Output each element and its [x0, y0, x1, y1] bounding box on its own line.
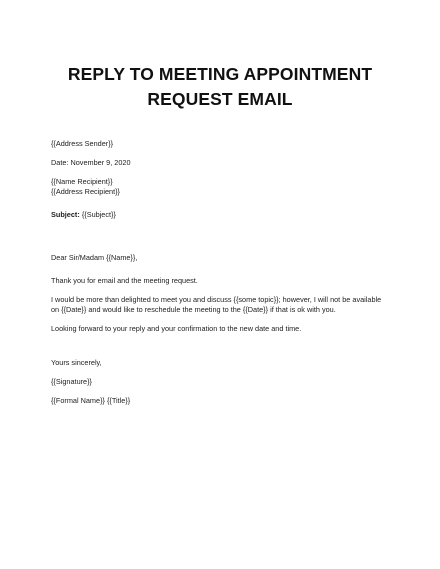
formal-name: {{Formal Name}} {{Title}} [51, 396, 131, 405]
salutation: Dear Sir/Madam {{Name}}, [51, 253, 138, 262]
title-line-2: REQUEST EMAIL [147, 89, 293, 109]
title-line-1: REPLY TO MEETING APPOINTMENT [67, 64, 373, 84]
address-recipient: {{Address Recipient}} [51, 187, 120, 196]
subject-value: {{Subject}} [79, 210, 116, 219]
letter-body [51, 139, 396, 406]
paragraph-1: Thank you for email and the meeting request. [51, 276, 198, 285]
closing: Yours sincerely, [51, 358, 102, 367]
paragraph-3: Looking forward to your reply and your confirmation to the new date and time. [51, 324, 302, 333]
paragraph-2-line-2: on {{Date}} and would like to reschedule the meeting to the {{Date}} if that is ok with you. [51, 305, 336, 314]
signature: {{Signature}} [51, 377, 92, 386]
name-recipient: {{Name Recipient}} [51, 177, 113, 186]
paragraph-2-line-1: I would be more than delighted to meet you and discuss {{some topic}}; however, I will not be available [51, 295, 382, 304]
letter-date: Date: November 9, 2020 [51, 158, 131, 167]
subject-line [51, 210, 396, 220]
document-title [0, 62, 440, 112]
address-sender: {{Address Sender}} [51, 139, 114, 148]
subject-label: Subject: [51, 210, 80, 219]
